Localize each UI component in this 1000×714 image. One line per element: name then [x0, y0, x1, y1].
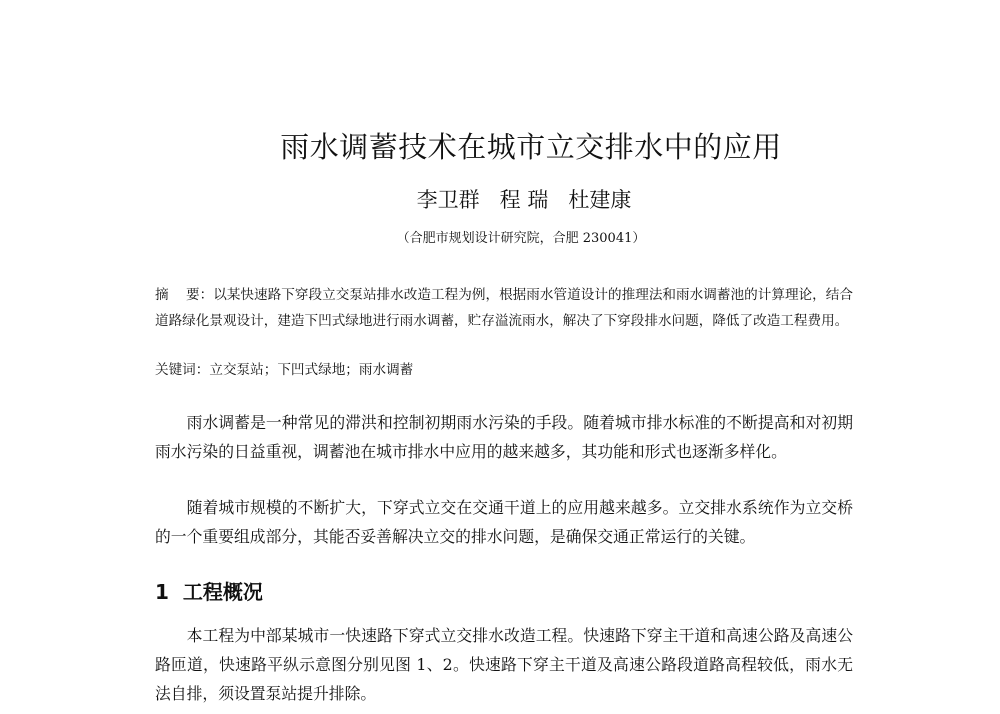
body-paragraph-1: 雨水调蓄是一种常见的滞洪和控制初期雨水污染的手段。随着城市排水标准的不断提高和对初期雨水污染的日益重视，调蓄池在城市排水中应用的越来越多，其功能和形式也逐渐多样化。 — [155, 413, 853, 461]
abstract-text: 以某快速路下穿段立交泵站排水改造工程为例，根据雨水管道设计的推理法和雨水调蓄池的计算理论，结合道路绿化景观设计，建造下凹式绿地进行雨水调蓄，贮存溢流雨水，解决了下穿段排水问题，降低了改造工程费用。 — [155, 287, 853, 329]
keywords-label: 关键词： — [155, 362, 210, 378]
paper-title: 雨水调蓄技术在城市立交排水中的应用 — [280, 130, 782, 164]
abstract-label: 摘 要： — [155, 287, 214, 303]
section-1-paragraph: 本工程为中部某城市一快速路下穿式立交排水改造工程。快速路下穿主干道和高速公路及高速公路匝道，快速路平纵示意图分别见图 1、2。快速路下穿主干道及高速公路段道路高程较低，雨水无法自排，须设置泵站提升排除。 — [155, 626, 853, 703]
section-1-number: 1 — [155, 580, 169, 604]
keywords — [155, 359, 853, 381]
section-1-heading — [155, 577, 263, 607]
keywords-text: 立交泵站；下凹式绿地；雨水调蓄 — [209, 362, 414, 378]
paper-affiliation: （合肥市规划设计研究院，合肥 230041） — [396, 231, 646, 246]
paper-authors: 李卫群 程 瑞 杜建康 — [416, 188, 632, 212]
abstract — [155, 283, 853, 334]
section-1-title: 工程概况 — [182, 580, 263, 604]
body-paragraph-2: 随着城市规模的不断扩大，下穿式立交在交通干道上的应用越来越多。立交排水系统作为立交桥的一个重要组成部分，其能否妥善解决立交的排水问题，是确保交通正常运行的关键。 — [155, 498, 853, 546]
